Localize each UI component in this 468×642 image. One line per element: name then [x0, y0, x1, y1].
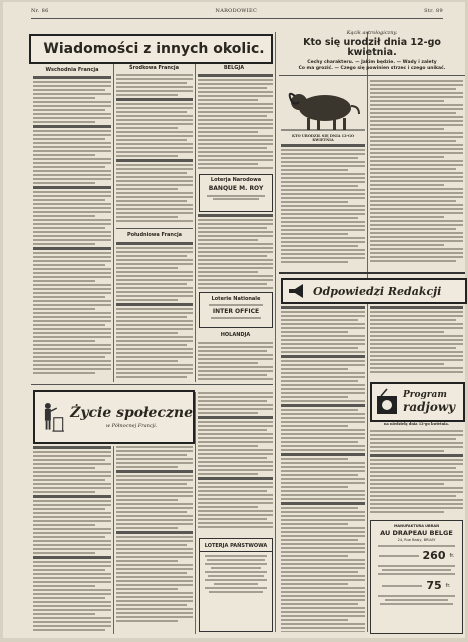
radio-program-banner: [370, 382, 465, 422]
news-banner: [29, 34, 273, 64]
ram-zodiac-icon: [281, 80, 365, 132]
ad-inter-office-name: INTER OFFICE: [200, 308, 272, 315]
ad-drapeau-belge: [370, 520, 463, 634]
astrology-subtitle-1: Cechy charakteru. — Jakim będzie. — Wady i zalety: [279, 60, 465, 65]
page-number-left: Nr. 86: [31, 8, 49, 18]
odpowiedzi-banner: [281, 278, 467, 304]
ad-loterja-title: Loterja Narodowa: [200, 177, 272, 183]
article-text-col2-bottom: [116, 446, 193, 632]
odpowiedzi-title: Odpowiedzi Redakcji: [313, 285, 441, 298]
column-rule: [195, 64, 196, 382]
section-title-east: Wschodnia Francja: [33, 67, 111, 73]
ad-price-unit: fr.: [446, 583, 451, 589]
astrology-title: Kto się urodził dnia 12-go kwietnia.: [279, 38, 465, 58]
ad-price-260: 260: [423, 549, 446, 562]
ad-drapeau-name: AU DRAPEAU BELGE: [371, 529, 462, 537]
section-divider: [279, 272, 465, 274]
ad-price-75: 75: [426, 579, 441, 592]
ad-loterja-panstwowa-title: LOTERJA PAŃSTWOWA: [200, 543, 272, 552]
section-title-holland: HOLANDJA: [198, 332, 273, 338]
ad-drapeau-address: 24, Rue Basly, BRUAY: [371, 538, 462, 542]
ad-price-unit: fr.: [450, 553, 455, 559]
section-divider: [279, 75, 465, 76]
radio-title-line2: radjowy: [403, 400, 455, 414]
megaphone-icon: [287, 283, 307, 299]
ad-loterie-nationale: Loterie Nationale: [200, 296, 272, 302]
ad-banque-name: BANQUE M. ROY: [200, 185, 272, 192]
column-rule: [367, 32, 368, 632]
ad-inter-office: [199, 292, 273, 328]
ad-drapeau-line1: MANUFAKTURA UBRAŃ: [371, 524, 462, 528]
column-rule: [113, 64, 114, 382]
odpowiedzi-text-col2: [370, 306, 463, 376]
news-banner-title: Wiadomości z innych okolic.: [43, 41, 264, 57]
radio-program-text: [370, 430, 463, 516]
zycie-subtitle: w Północnej Francji.: [70, 423, 193, 429]
article-text-col2: [116, 74, 193, 224]
section-divider: [116, 228, 193, 229]
speaker-illustration-icon: [39, 394, 64, 440]
article-text-col3c: [198, 342, 273, 382]
article-text-col3b: [198, 214, 273, 294]
column-rule: [195, 392, 196, 634]
running-header: [31, 8, 443, 19]
astrology-subtitle-2: Co ma grozić. — Czego się powinien strzec i czego unikać.: [279, 66, 465, 71]
zycie-title: Życie społeczne: [70, 405, 193, 421]
odpowiedzi-text-col1: [281, 306, 365, 632]
section-title-south: Południowa Francja: [116, 232, 193, 238]
astrology-kicker: Kącik astrologiczny.: [279, 30, 465, 36]
section-title-central: Środkowa Francja: [115, 65, 193, 71]
newspaper-name: NARODOWIEC: [216, 8, 258, 18]
article-text-col1: [33, 76, 111, 376]
ad-loterja-panstwowa: [199, 538, 273, 632]
radio-title-line1: Program: [403, 390, 455, 400]
section-divider: [31, 384, 273, 385]
section-title-belgium: BELGJA: [197, 65, 271, 71]
radio-caption: na niedzielę dnia 12-go kwietnia.: [370, 422, 463, 426]
radio-icon: [375, 388, 399, 416]
ram-illustration: [281, 80, 365, 132]
column-rule: [275, 32, 276, 632]
astrology-text-col1: [281, 144, 365, 268]
article-text-col3-bottom: [198, 392, 273, 532]
zycie-spoleczne-banner: [33, 390, 195, 444]
page-number-right: Str. 89: [424, 8, 443, 18]
article-text-col1-bottom: [33, 446, 111, 632]
article-text-col3: [198, 74, 273, 174]
newspaper-page: [3, 2, 465, 638]
astrology-text-col2: [370, 80, 463, 268]
article-text-col2b: [116, 242, 193, 382]
ram-caption: KTO URODZIŁ SIĘ DNIA 12-GO KWIETNIA: [281, 134, 365, 142]
column-rule: [113, 446, 114, 634]
ad-banque-roy: [199, 174, 273, 212]
